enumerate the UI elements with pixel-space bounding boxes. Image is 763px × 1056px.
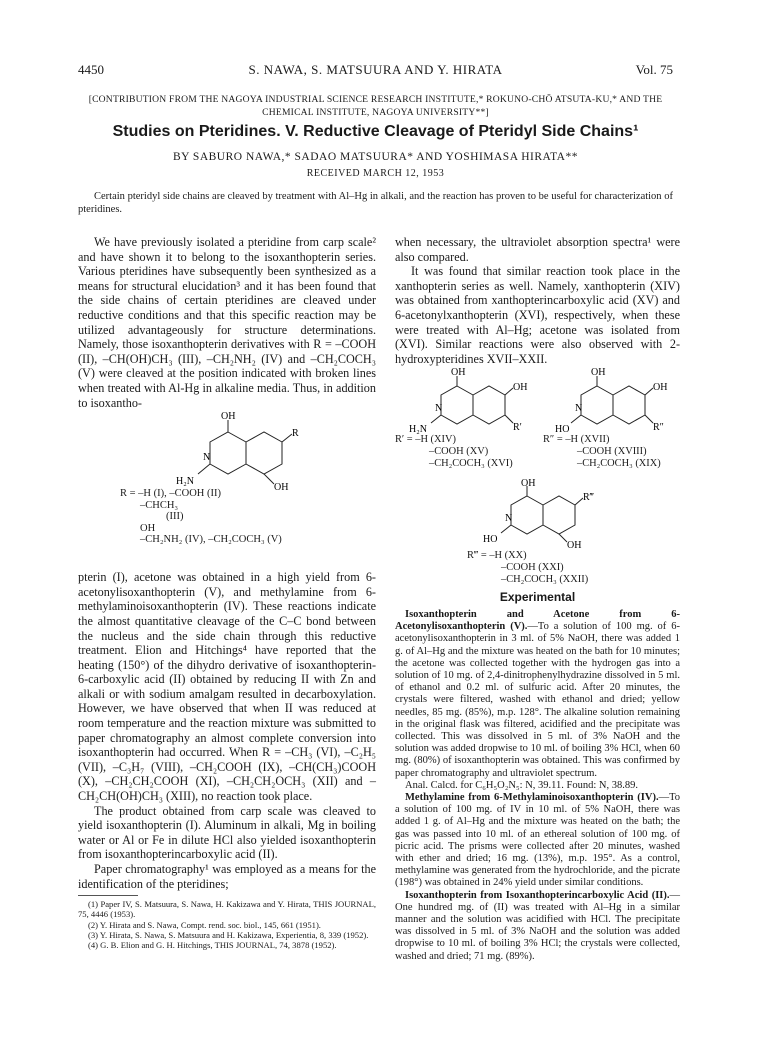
section-heading: Experimental [499,590,576,605]
substituent-line: –CH₂COCH₃ (XIX) [577,457,661,469]
paragraph: Paper chromatography¹ was employed as a means for the identification of the pteridines; [78,862,376,891]
structure-hydroxypteridine [395,478,680,586]
procedure-text: —To a solution of 100 mg. of 6-acetonylisoxanthopterin in 3 ml. of 5% NaOH, there was added 1 g. of Al–Hg and the mixture was heated on the bath for 10 minutes; the acetone was collected together with the hydrogen gas into a solution of 10 mg. of 2,4-dinitrophenylhydrazine dissolved in 5 ml. of ethanol and 0.2 ml. of sulfuric acid. After 20 minutes, the crystals were filtered, washed with ethanol and dried; yellow needles, 85 mg. (85%), m.p. 128°. The alkaline solution remaining in the original flask was filtered, acidified and the precipitate was collected. This was dissolved in 5 ml. of 3% NaOH and the solution was added dropwise to 10 ml. of boiling 3% HCl, when 60 mg. (80%) of isoxanthopterin was obtained. This was confirmed by paper chromatography and ultraviolet spectrum. [395,621,680,779]
left-column [78,235,376,950]
paragraph: pterin (I), acetone was obtained in a high yield from 6-acetonylisoxanthopterin (V), and methylamine from 6-methylaminoisoxanthopterin (IV). These reactions indicate the almost quantitative cleavage of the C–C bond between the nucleus and the side chain through this reductive treatment. Elion and Hitchings⁴ have reported that the heating (150°) of the dihydro derivative of isoxanthopterin-6-carboxylic acid (II) obtained by reducing II with Zn and alkali or with sodium amalgam resulted in decarboxylation. However, we have observed that when II was reduced at room temperature and the reaction mixture was submitted to paper chromatography an almost complete conversion into isoxanthopterin had occurred. When R = –CH₃ (VI), –C₂H₅ (VII), –C₃H₇ (VIII), –CH₂COOH (IX), –CH(CH₃)COOH (X), –CH₂CH₂COOH (XI), –CH₂CH₂OCH₃ (XII) and –CH₂CH(OH)CH₃ (XIII), no reaction took place. [78,570,376,804]
footnotes [78,899,376,950]
hydroxy-label: OH [567,540,582,551]
substituent-line: –COOH (XXI) [501,561,564,573]
substituent-line: –CHCH₃ [140,499,179,511]
procedure-text: —To a solution of 100 mg. of IV in 10 ml. of 5% NaOH, there was added 1 g. of Al–Hg and the mixture was heated on the bath; the gas was passed into 10 ml. of an ethereal solution of 100 mg. of picric acid. The prisms were collected after 20 minutes, washed with ether and dried; 16 mg. (13%), m.p. 195°. As a control, methylamine was generated from the hydrochloride, and the picrate (198°) was obtained in 24% yield under similar conditions. [395,791,680,889]
footnote: (2) Y. Hirata and S. Nawa, Compt. rend. soc. biol., 145, 661 (1951). [88,919,321,930]
ring-n-label: N [505,513,513,525]
procedure-paragraph [395,890,680,963]
ring-n-label: N [435,403,443,415]
footnote: (4) G. B. Elion and G. H. Hitchings, THIS JOURNAL, 74, 3878 (1952). [88,940,337,950]
oh-label: OH [521,478,536,490]
footnote: (1) Paper IV, S. Matsuura, S. Nawa, H. Kakizawa and Y. Hirata, THIS JOURNAL, 75, 4446 (1953). [78,899,376,920]
oh-label: OH [591,367,606,379]
paragraph: We have previously isolated a pteridine from carp scale² and have shown it to belong to the isoxanthopterin series. Various pteridines have subsequently been synthesized as a means for structural elucidation³ and it has been found that the side chains of certain pteridines are cleaved under reductive conditions and that this specific reaction may be utilized advantageously for structure determinations. Namely, those isoxanthopterin derivatives with R = –COOH (II), –CH(OH)CH₃ (III), –CH₂NH₂ (IV) and –CH₂COCH₃ (V) were cleaved at the position indicated with broken lines when treated with Al-Hg in alkaline media. Thus, in addition to isoxantho- [78,235,376,410]
procedure-heading: Methylamine from 6-Methylaminoisoxanthopterin (IV). [405,791,659,803]
footnote-rule [78,895,138,896]
ring-n-label: N [203,452,211,464]
substituent-list [120,488,282,546]
analysis-line: Anal. Calcd. for C₆H₅O₂N₅: N, 39.11. Found: N, 38.89. [405,779,638,791]
oh-label: OH [653,382,668,394]
oh-label: OH [221,411,236,423]
procedure-paragraph [395,792,680,890]
running-header [78,62,673,80]
hydroxy-label: OH [274,482,289,494]
paragraph: It was found that similar reaction took place in the xanthopterin series as well. Namely, xanthopterin (XIV) was obtained from xanthopterincarboxylic acid (XV) and 6-acetonylxanthopterin (XVI), respectively, when these were treated with Al–Hg; acetone was isolated from (XVI). Similar reactions were also observed with 2-hydroxypteridines XVII–XXII. [395,264,680,366]
hydroxy-label: HO [483,534,498,546]
experimental-section [395,609,680,963]
r-label: R″ [653,422,664,434]
substituent-list [543,434,680,469]
right-column [395,235,680,963]
article-title: Studies on Pteridines. V. Reductive Cleavage of Pteridyl Side Chains¹ [112,123,639,140]
r-label: R [292,428,299,440]
procedure-paragraph [395,609,680,780]
substituent-line: R‴ = –H (XX) [467,550,527,562]
running-title: S. NAWA, S. MATSUURA AND Y. HIRATA [248,62,503,77]
substituent-line: (III) [166,511,184,523]
substituent-line: R″ = –H (XVII) [543,434,610,446]
ring-n-label: N [575,403,583,415]
author-byline: BY SABURO NAWA,* SADAO MATSUURA* AND YOSHIMASA HIRATA** [173,151,578,163]
contribution-note: [CONTRIBUTION FROM THE NAGOYA INDUSTRIAL SCIENCE RESEARCH INSTITUTE,* ROKUNO-CHŌ ATSUTA-KU,* AND THE CHEMICAL INSTITUTE, NAGOYA UNIVERSITY**] [88,94,663,118]
received-date: RECEIVED MARCH 12, 1953 [306,168,445,179]
procedure-heading: Isoxanthopterin and Acetone from 6-Acetonylisoxanthopterin (V). [395,608,680,633]
r-label: R‴ [583,492,594,504]
substituent-line: R = –H (I), –COOH (II) [120,488,221,500]
paragraph: The product obtained from carp scale was cleaved to yield isoxanthopterin (I). Aluminum in alkali, Mg in boiling water or Al or Fe in dilute HCl also yielded isoxanthopterin from isoxanthopterincarboxylic acid (II). [78,803,376,862]
abstract: Certain pteridyl side chains are cleaved by treatment with Al–Hg in alkali, and the reaction has proven to be useful for characterization of pteridines. [78,191,673,215]
oh-label: OH [513,382,528,394]
substituent-line: –CH₂COCH₃ (XXII) [501,573,589,585]
r-label: R′ [513,422,522,434]
oh-label: OH [451,367,466,379]
substituent-list [467,550,588,585]
substituent-list [395,434,535,469]
structure-xanthopterins [395,366,680,478]
procedure-text: —One hundred mg. of (II) was treated with Al–Hg in a similar manner and the solution was acidified with HCl. The precipitate was dissolved in 5 ml. of 3% NaOH and the solution was added dropwise to 10 ml. of boiling 3% HCl; the crystals were collected, washed and dried; 71 mg. (89%). [395,889,680,962]
substituent-line: –COOH (XV) [429,445,489,457]
hydroxy-label: HO [555,424,570,436]
footnote: (3) Y. Hirata, S. Nawa, S. Matsuura and H. Kakizawa, Experientia, 8, 339 (1952). [88,929,369,940]
substituent-line: OH [140,522,156,534]
amine-label: H₂N [176,476,194,488]
substituent-line: –CH₂COCH₃ (XVI) [429,457,513,469]
substituent-line: R′ = –H (XIV) [395,434,456,446]
structure-isoxanthopterin [78,410,376,570]
substituent-line: –CH₂NH₂ (IV), –CH₂COCH₃ (V) [140,534,282,546]
procedure-heading: Isoxanthopterin from Isoxanthopterincarboxylic Acid (II). [405,889,670,901]
amine-label: H₂N [409,424,427,436]
paragraph: when necessary, the ultraviolet absorption spectra¹ were also compared. [395,235,680,264]
page-number: 4450 [78,62,104,77]
volume-number: Vol. 75 [635,62,673,77]
substituent-line: –COOH (XVIII) [577,445,647,457]
hydroxypteridine-structure [395,478,680,550]
